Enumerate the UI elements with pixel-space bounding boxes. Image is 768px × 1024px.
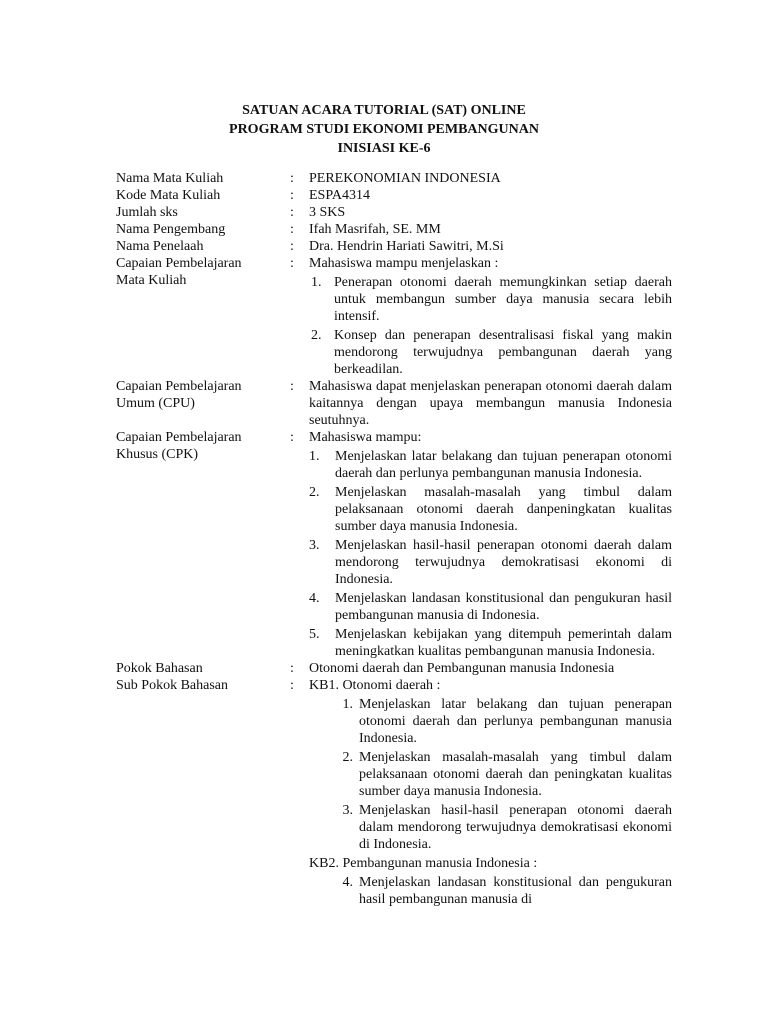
value-sks: 3 SKS (309, 205, 346, 220)
colon: : (290, 430, 294, 445)
row-nama-mk (116, 170, 672, 187)
list-text: Penerapan otonomi daerah memungkinkan setiap daerah untuk membangun sumber daya manusia secara lebih intensif. (334, 275, 672, 324)
kb2-list (309, 874, 672, 908)
list-number: 3. (309, 538, 320, 553)
value-sub-pokok-bahasan (309, 677, 672, 908)
row-pokok-bahasan (116, 660, 672, 677)
value-kode-mk: ESPA4314 (309, 188, 370, 203)
header-title: SATUAN ACARA TUTORIAL (SAT) ONLINE (242, 103, 526, 118)
list-item (309, 274, 672, 325)
list-text: Menjelaskan kebijakan yang ditempuh pemerintah dalam meningkatkan kualitas pembangunan manusia Indonesia. (335, 627, 672, 659)
list-item (309, 696, 672, 747)
label-nama-mk: Nama Mata Kuliah (116, 171, 224, 186)
value-cpmk (309, 255, 672, 378)
label-pengembang: Nama Pengembang (116, 222, 226, 237)
label-sub-pokok-bahasan: Sub Pokok Bahasan (116, 678, 228, 693)
colon: : (290, 171, 294, 186)
list-number: 1. (311, 275, 322, 290)
list-text: Konsep dan penerapan desentralisasi fiskal yang makin mendorong terwujudnya pembangunan daerah yang berkeadilan. (334, 328, 672, 377)
row-sks (116, 204, 672, 221)
list-text: Menjelaskan hasil-hasil penerapan otonomi daerah dalam mendorong terwujudnya demokratisasi ekonomi di Indonesia. (335, 538, 672, 587)
colon: : (290, 256, 294, 271)
header-program: PROGRAM STUDI EKONOMI PEMBANGUNAN (229, 122, 539, 137)
cpk-intro: Mahasiswa mampu: (309, 430, 422, 445)
header-inisiasi: INISIASI KE-6 (337, 141, 431, 156)
course-info (116, 170, 672, 908)
colon: : (290, 379, 294, 394)
row-cpu (116, 378, 672, 429)
list-text: Menjelaskan masalah-masalah yang timbul dalam pelaksanaan otonomi daerah danpeningkatan kualitas sumber daya manusia Indonesia. (335, 485, 672, 534)
value-cpu: Mahasiswa dapat menjelaskan penerapan otonomi daerah dalam kaitannya dengan upaya membangun manusia Indonesia seutuhnya. (309, 379, 672, 428)
list-number: 2. (311, 328, 322, 343)
label-cpmk (116, 255, 290, 378)
cpmk-list (309, 274, 672, 378)
row-cpmk (116, 255, 672, 378)
label-cpk-line2: Khusus (CPK) (116, 447, 199, 462)
list-item (309, 874, 672, 908)
row-kode-mk (116, 187, 672, 204)
list-number: 2. (342, 750, 353, 765)
row-pengembang (116, 221, 672, 238)
list-text: Menjelaskan landasan konstitusional dan pengukuran hasil pembangunan manusia di (359, 875, 672, 907)
kb1-heading: KB1. Otonomi daerah : (309, 678, 441, 693)
colon: : (290, 678, 294, 693)
kb1-list (309, 696, 672, 853)
label-penelaah: Nama Penelaah (116, 239, 204, 254)
list-item (309, 448, 672, 482)
list-item (309, 749, 672, 800)
list-text: Menjelaskan latar belakang dan tujuan penerapan otonomi daerah dan perlunya pembangunan manusia Indonesia. (335, 449, 672, 481)
list-number: 4. (342, 875, 353, 890)
list-number: 1. (309, 449, 320, 464)
label-cpk-line1: Capaian Pembelajaran (116, 430, 242, 445)
list-number: 1. (342, 697, 353, 712)
list-item (309, 327, 672, 378)
cpmk-intro: Mahasiswa mampu menjelaskan : (309, 256, 499, 271)
list-text: Menjelaskan hasil-hasil penerapan otonomi daerah dalam mendorong terwujudnya demokratisasi ekonomi di Indonesia. (359, 803, 672, 852)
colon: : (290, 661, 294, 676)
colon: : (290, 222, 294, 237)
row-penelaah (116, 238, 672, 255)
colon: : (290, 188, 294, 203)
label-pokok-bahasan: Pokok Bahasan (116, 661, 203, 676)
kb2-heading: KB2. Pembangunan manusia Indonesia : (309, 856, 538, 871)
label-cpk (116, 429, 290, 660)
label-cpu (116, 378, 290, 429)
list-item (309, 626, 672, 660)
label-cpmk-line1: Capaian Pembelajaran (116, 256, 242, 271)
list-number: 2. (309, 485, 320, 500)
value-pokok-bahasan: Otonomi daerah dan Pembangunan manusia Indonesia (309, 661, 615, 676)
document-header (0, 101, 768, 158)
row-cpk (116, 429, 672, 660)
list-number: 3. (342, 803, 353, 818)
list-item (309, 484, 672, 535)
colon: : (290, 205, 294, 220)
value-penelaah: Dra. Hendrin Hariati Sawitri, M.Si (309, 239, 504, 254)
cpk-list (309, 448, 672, 660)
list-item (309, 590, 672, 624)
label-cpu-line2: Umum (CPU) (116, 396, 195, 411)
colon: : (290, 239, 294, 254)
value-cpk (309, 429, 672, 660)
row-sub-pokok-bahasan (116, 677, 672, 908)
label-sks: Jumlah sks (116, 205, 178, 220)
label-kode-mk: Kode Mata Kuliah (116, 188, 221, 203)
list-text: Menjelaskan landasan konstitusional dan pengukuran hasil pembangunan manusia di Indonesia. (335, 591, 672, 623)
label-cpmk-line2: Mata Kuliah (116, 273, 187, 288)
list-item (309, 802, 672, 853)
value-pengembang: Ifah Masrifah, SE. MM (309, 222, 441, 237)
list-item (309, 537, 672, 588)
list-text: Menjelaskan masalah-masalah yang timbul dalam pelaksanaan otonomi daerah dan peningkatan kualitas sumber daya manusia Indonesia. (359, 750, 672, 799)
list-number: 4. (309, 591, 320, 606)
label-cpu-line1: Capaian Pembelajaran (116, 379, 242, 394)
list-number: 5. (309, 627, 320, 642)
list-text: Menjelaskan latar belakang dan tujuan penerapan otonomi daerah dan perlunya pembangunan manusia Indonesia. (359, 697, 672, 746)
value-nama-mk: PEREKONOMIAN INDONESIA (309, 171, 501, 186)
